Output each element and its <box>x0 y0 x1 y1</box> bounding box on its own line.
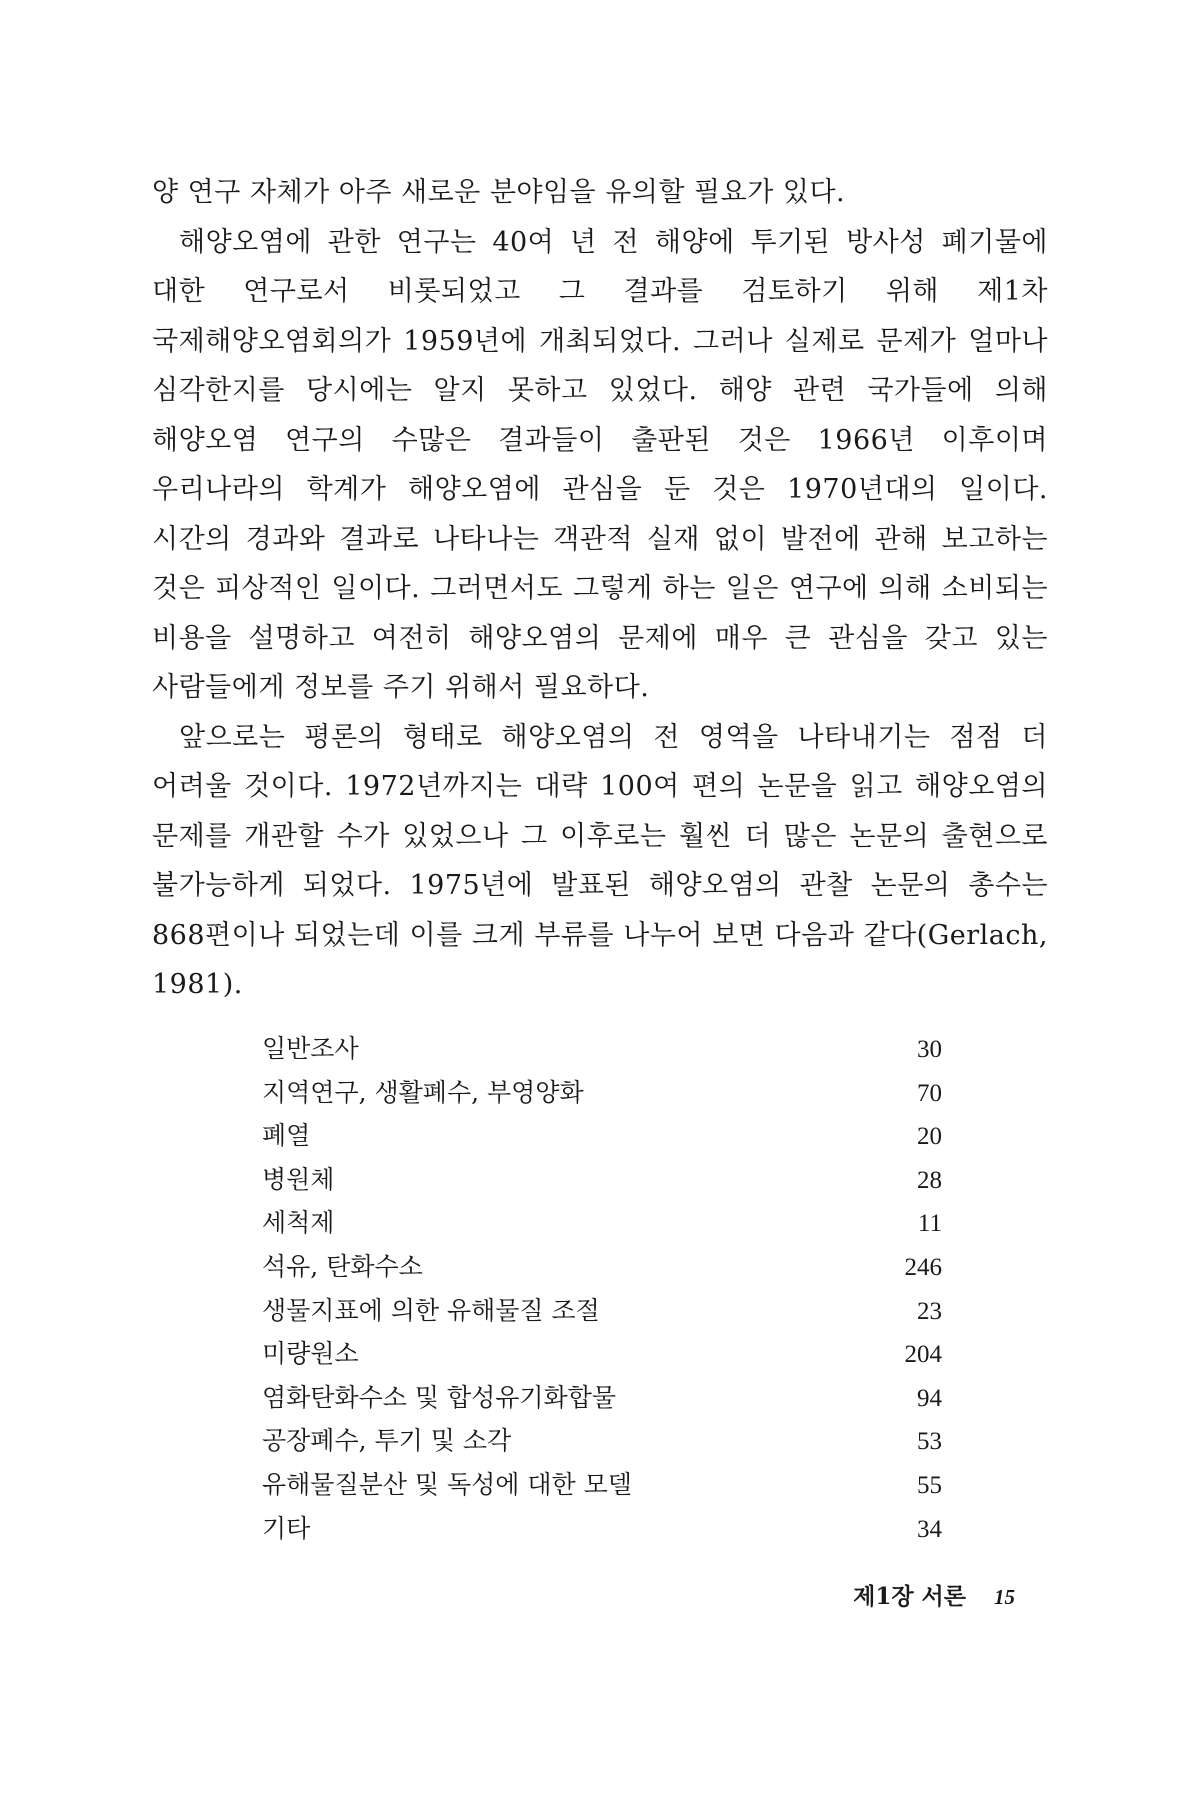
category-label: 공장폐수, 투기 및 소각 <box>262 1426 512 1456</box>
category-count: 53 <box>917 1428 942 1456</box>
chapter-title: 제1장 서론 <box>853 1583 966 1610</box>
page-number: 15 <box>994 1585 1015 1609</box>
list-item <box>262 1114 942 1158</box>
category-label: 일반조사 <box>262 1034 359 1063</box>
list-item <box>262 1463 942 1507</box>
category-label: 미량원소 <box>262 1339 359 1369</box>
category-label: 생물지표에 의한 유해물질 조절 <box>262 1295 600 1325</box>
page-footer <box>853 1578 1015 1611</box>
category-count: 23 <box>917 1297 942 1325</box>
list-item <box>262 1419 942 1463</box>
category-count: 20 <box>917 1123 942 1151</box>
category-label: 세척제 <box>262 1208 335 1238</box>
list-item <box>262 1245 942 1289</box>
category-label: 석유, 탄화수소 <box>262 1251 423 1281</box>
list-item <box>262 1201 942 1245</box>
body-text <box>152 168 1048 1010</box>
paragraph-paper-counts: 앞으로는 평론의 형태로 해양오염의 전 영역을 나타내기는 점점 더 어려울 것이다. 1972년까지는 대략 100여 편의 논문을 읽고 해양오염의 문제를 개관할 수가 있었으나 그 이후로는 훨씬 더 많은 논문의 출현으로 불가능하게 되었다. 1975년에 발표된 해양오염의 관찰 논문의 총수는 868편이나 되었는데 이를 크게 부류를 나누어 보면 다음과 같다(Gerlach, 1981). <box>152 721 1048 1000</box>
category-count: 94 <box>917 1384 942 1412</box>
category-count: 11 <box>917 1210 942 1238</box>
category-label: 유해물질분산 및 독성에 대한 모델 <box>262 1469 632 1499</box>
list-item <box>262 1027 942 1071</box>
list-item <box>262 1071 942 1115</box>
category-label: 병원체 <box>262 1164 335 1194</box>
list-item <box>262 1289 942 1333</box>
paragraph-continuation: 양 연구 자체가 아주 새로운 분야임을 유의할 필요가 있다. <box>152 177 846 208</box>
category-count: 28 <box>917 1166 942 1194</box>
category-label: 지역연구, 생활폐수, 부영양화 <box>262 1077 584 1107</box>
category-count: 204 <box>904 1341 942 1369</box>
category-count: 55 <box>917 1471 942 1499</box>
category-label: 기타 <box>262 1513 311 1543</box>
category-count: 34 <box>917 1515 942 1543</box>
paper-category-list <box>262 1027 942 1550</box>
list-item <box>262 1332 942 1376</box>
category-count: 30 <box>917 1036 942 1063</box>
category-label: 염화탄화수소 및 합성유기화합물 <box>262 1382 616 1412</box>
list-item <box>262 1507 942 1551</box>
category-label: 폐열 <box>262 1121 311 1151</box>
list-item <box>262 1158 942 1202</box>
category-count: 70 <box>917 1079 942 1107</box>
category-count: 246 <box>904 1253 942 1281</box>
list-item <box>262 1376 942 1420</box>
paragraph-research-history: 해양오염에 관한 연구는 40여 년 전 해양에 투기된 방사성 폐기물에 대한 연구로서 비롯되었고 그 결과를 검토하기 위해 제1차 국제해양오염회의가 1959년에 개최되었다. 그러나 실제로 문제가 얼마나 심각한지를 당시에는 알지 못하고 있었다. 해양 관련 국가들에 의해 해양오염 연구의 수많은 결과들이 출판된 것은 1966년 이후이며 우리나라의 학계가 해양오염에 관심을 둔 것은 1970년대의 일이다. 시간의 경과와 결과로 나타나는 객관적 실재 없이 발전에 관해 보고하는 것은 피상적인 일이다. 그러면서도 그렇게 하는 일은 연구에 의해 소비되는 비용을 설명하고 여전히 해양오염의 문제에 매우 큰 관심을 갖고 있는 사람들에게 정보를 주기 위해서 필요하다. <box>152 226 1049 703</box>
